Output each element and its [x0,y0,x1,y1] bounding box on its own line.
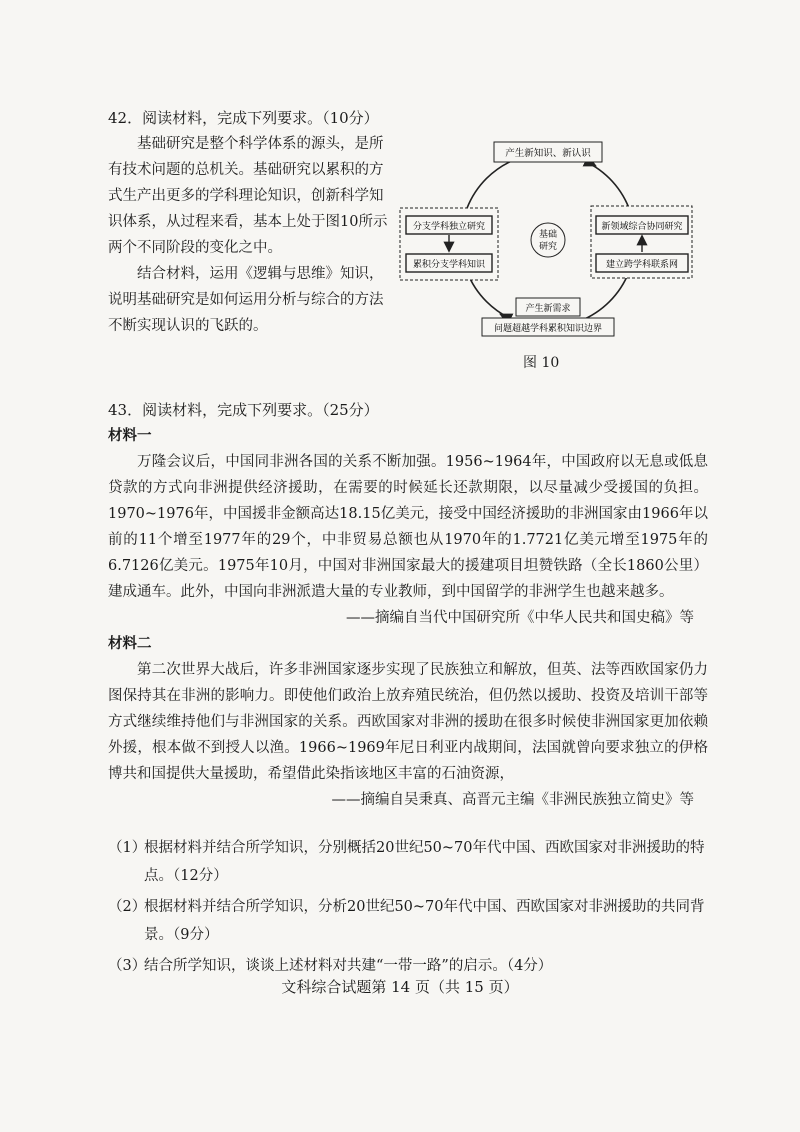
question-42 [108,105,393,339]
figure-10-diagram [398,138,698,338]
sub-question-2-text: 根据材料并结合所学知识，分析20世纪50~70年代中国、西欧国家对非洲援助的共同背景。（9分） [144,899,705,943]
right-box-1-label: 新领域综合协同研究 [601,222,683,232]
page-footer: 文科综合试题第 14 页（共 15 页） [281,978,519,996]
material-1-text: 万隆会议后，中国同非洲各国的关系不断加强。1956~1964年，中国政府以无息或低息贷款的方式向非洲提供经济援助，在需要的时候延长还款期限，以尽量减少受援国的负担。1970~1976年，中国援非金额高达18.15亿美元，接受中国经济援助的非洲国家由1966年以前的11个增至1977年的29个，中非贸易总额也从1970年的1.7721亿美元增至1975年的6.7126亿美元。1975年10月，中国对非洲国家最大的援建项目坦赞铁路（全长1860公里）建成通车。此外，中国向非洲派遣大量的专业教师，到中国留学的非洲学生也越来越多。 [108,454,708,600]
left-box-2-label: 累积分支学科知识 [412,260,486,270]
question-42-title: 42．阅读材料，完成下列要求。（10分） [108,109,379,127]
material-1-label: 材料一 [108,427,152,444]
sub-question-3-text: 结合所学知识，谈谈上述材料对共建“一带一路”的启示。（4分） [144,958,553,974]
material-1-source: ——摘编自当代中国研究所《中华人民共和国史稿》等 [346,610,694,626]
sub-question-1-text: 根据材料并结合所学知识，分别概括20世纪50~70年代中国、西欧国家对非洲援助的特点。（12分） [144,840,705,884]
sub-question-1-number: （1） [108,840,147,856]
material-2-label: 材料二 [108,635,152,652]
bottom-box-label: 问题超越学科累积知识边界 [493,324,603,334]
right-box-2-label: 建立跨学科联系网 [605,260,679,270]
question-42-paragraph-1: 基础研究是整个科学体系的源头，是所有技术问题的总机关。基础研究以累积的方式生产出更多的学科理论知识，创新科学知识体系，从过程来看，基本上处于图10所示两个不同阶段的变化之中。 [108,136,388,256]
material-2-text: 第二次世界大战后，许多非洲国家逐步实现了民族独立和解放，但英、法等西欧国家仍力图保持其在非洲的影响力。即使他们政治上放弃殖民统治，但仍然以援助、投资及培训干部等方式继续维持他们与非洲国家的关系。西欧国家对非洲的援助在很多时候使非洲国家更加依赖外援，根本做不到授人以渔。1966~1969年尼日利亚内战期间，法国就曾向要求独立的伊格博共和国提供大量援助，希望借此染指该地区丰富的石油资源， [108,662,708,782]
question-43 [108,397,708,813]
top-label: 产生新知识、新认识 [505,148,591,159]
figure-caption: 图 10 [523,355,560,371]
question-43-title: 43．阅读材料，完成下列要求。（25分） [108,401,379,419]
sub-question-2-number: （2） [108,899,147,915]
center-label-line-2: 研究 [538,242,558,252]
left-box-1-label: 分支学科独立研究 [412,222,486,232]
bottom-label: 产生新需求 [525,304,571,314]
sub-questions [108,834,708,983]
material-2-source: ——摘编自吴秉真、高晋元主编《非洲民族独立简史》等 [331,792,694,808]
question-42-paragraph-2: 结合材料，运用《逻辑与思维》知识，说明基础研究是如何运用分析与综合的方法不断实现认识的飞跃的。 [108,266,384,334]
sub-question-3-number: （3） [108,958,147,974]
sub-question-2 [108,893,708,949]
sub-question-1 [108,834,708,890]
center-label-line-1: 基础 [538,230,558,240]
